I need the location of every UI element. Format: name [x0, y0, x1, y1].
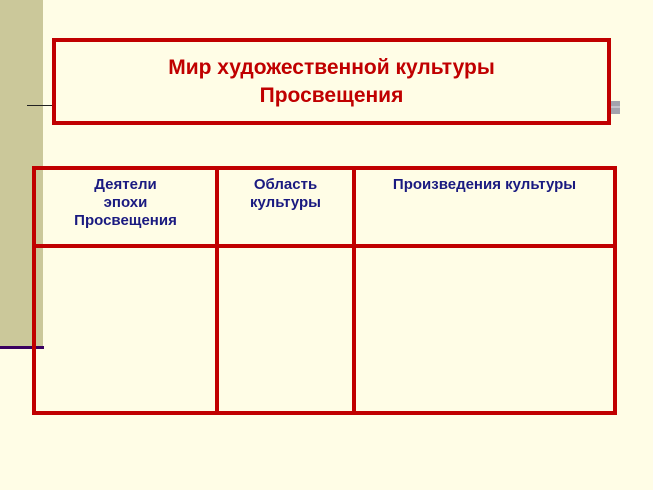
table-cell-empty: [354, 246, 615, 413]
header-text: Деятели: [94, 176, 157, 193]
table-cell-empty: [217, 246, 354, 413]
header-text: эпохи: [103, 194, 148, 211]
header-cell-field: [217, 168, 354, 246]
culture-table: [32, 166, 617, 415]
header-cell-figures: [34, 168, 217, 246]
table-header-row: [34, 168, 615, 246]
slide-title-box: [52, 38, 611, 125]
header-text: Произведения культуры: [392, 176, 577, 193]
slide-title-line-2: Просвещения: [259, 83, 404, 107]
slide-title-line-1: Мир художественной культуры: [168, 55, 495, 79]
header-text: Просвещения: [74, 212, 177, 229]
header-text: Область: [253, 176, 318, 193]
header-text: культуры: [250, 194, 321, 211]
table-row: [34, 246, 615, 413]
table-cell-empty: [34, 246, 217, 413]
header-cell-works: [354, 168, 615, 246]
